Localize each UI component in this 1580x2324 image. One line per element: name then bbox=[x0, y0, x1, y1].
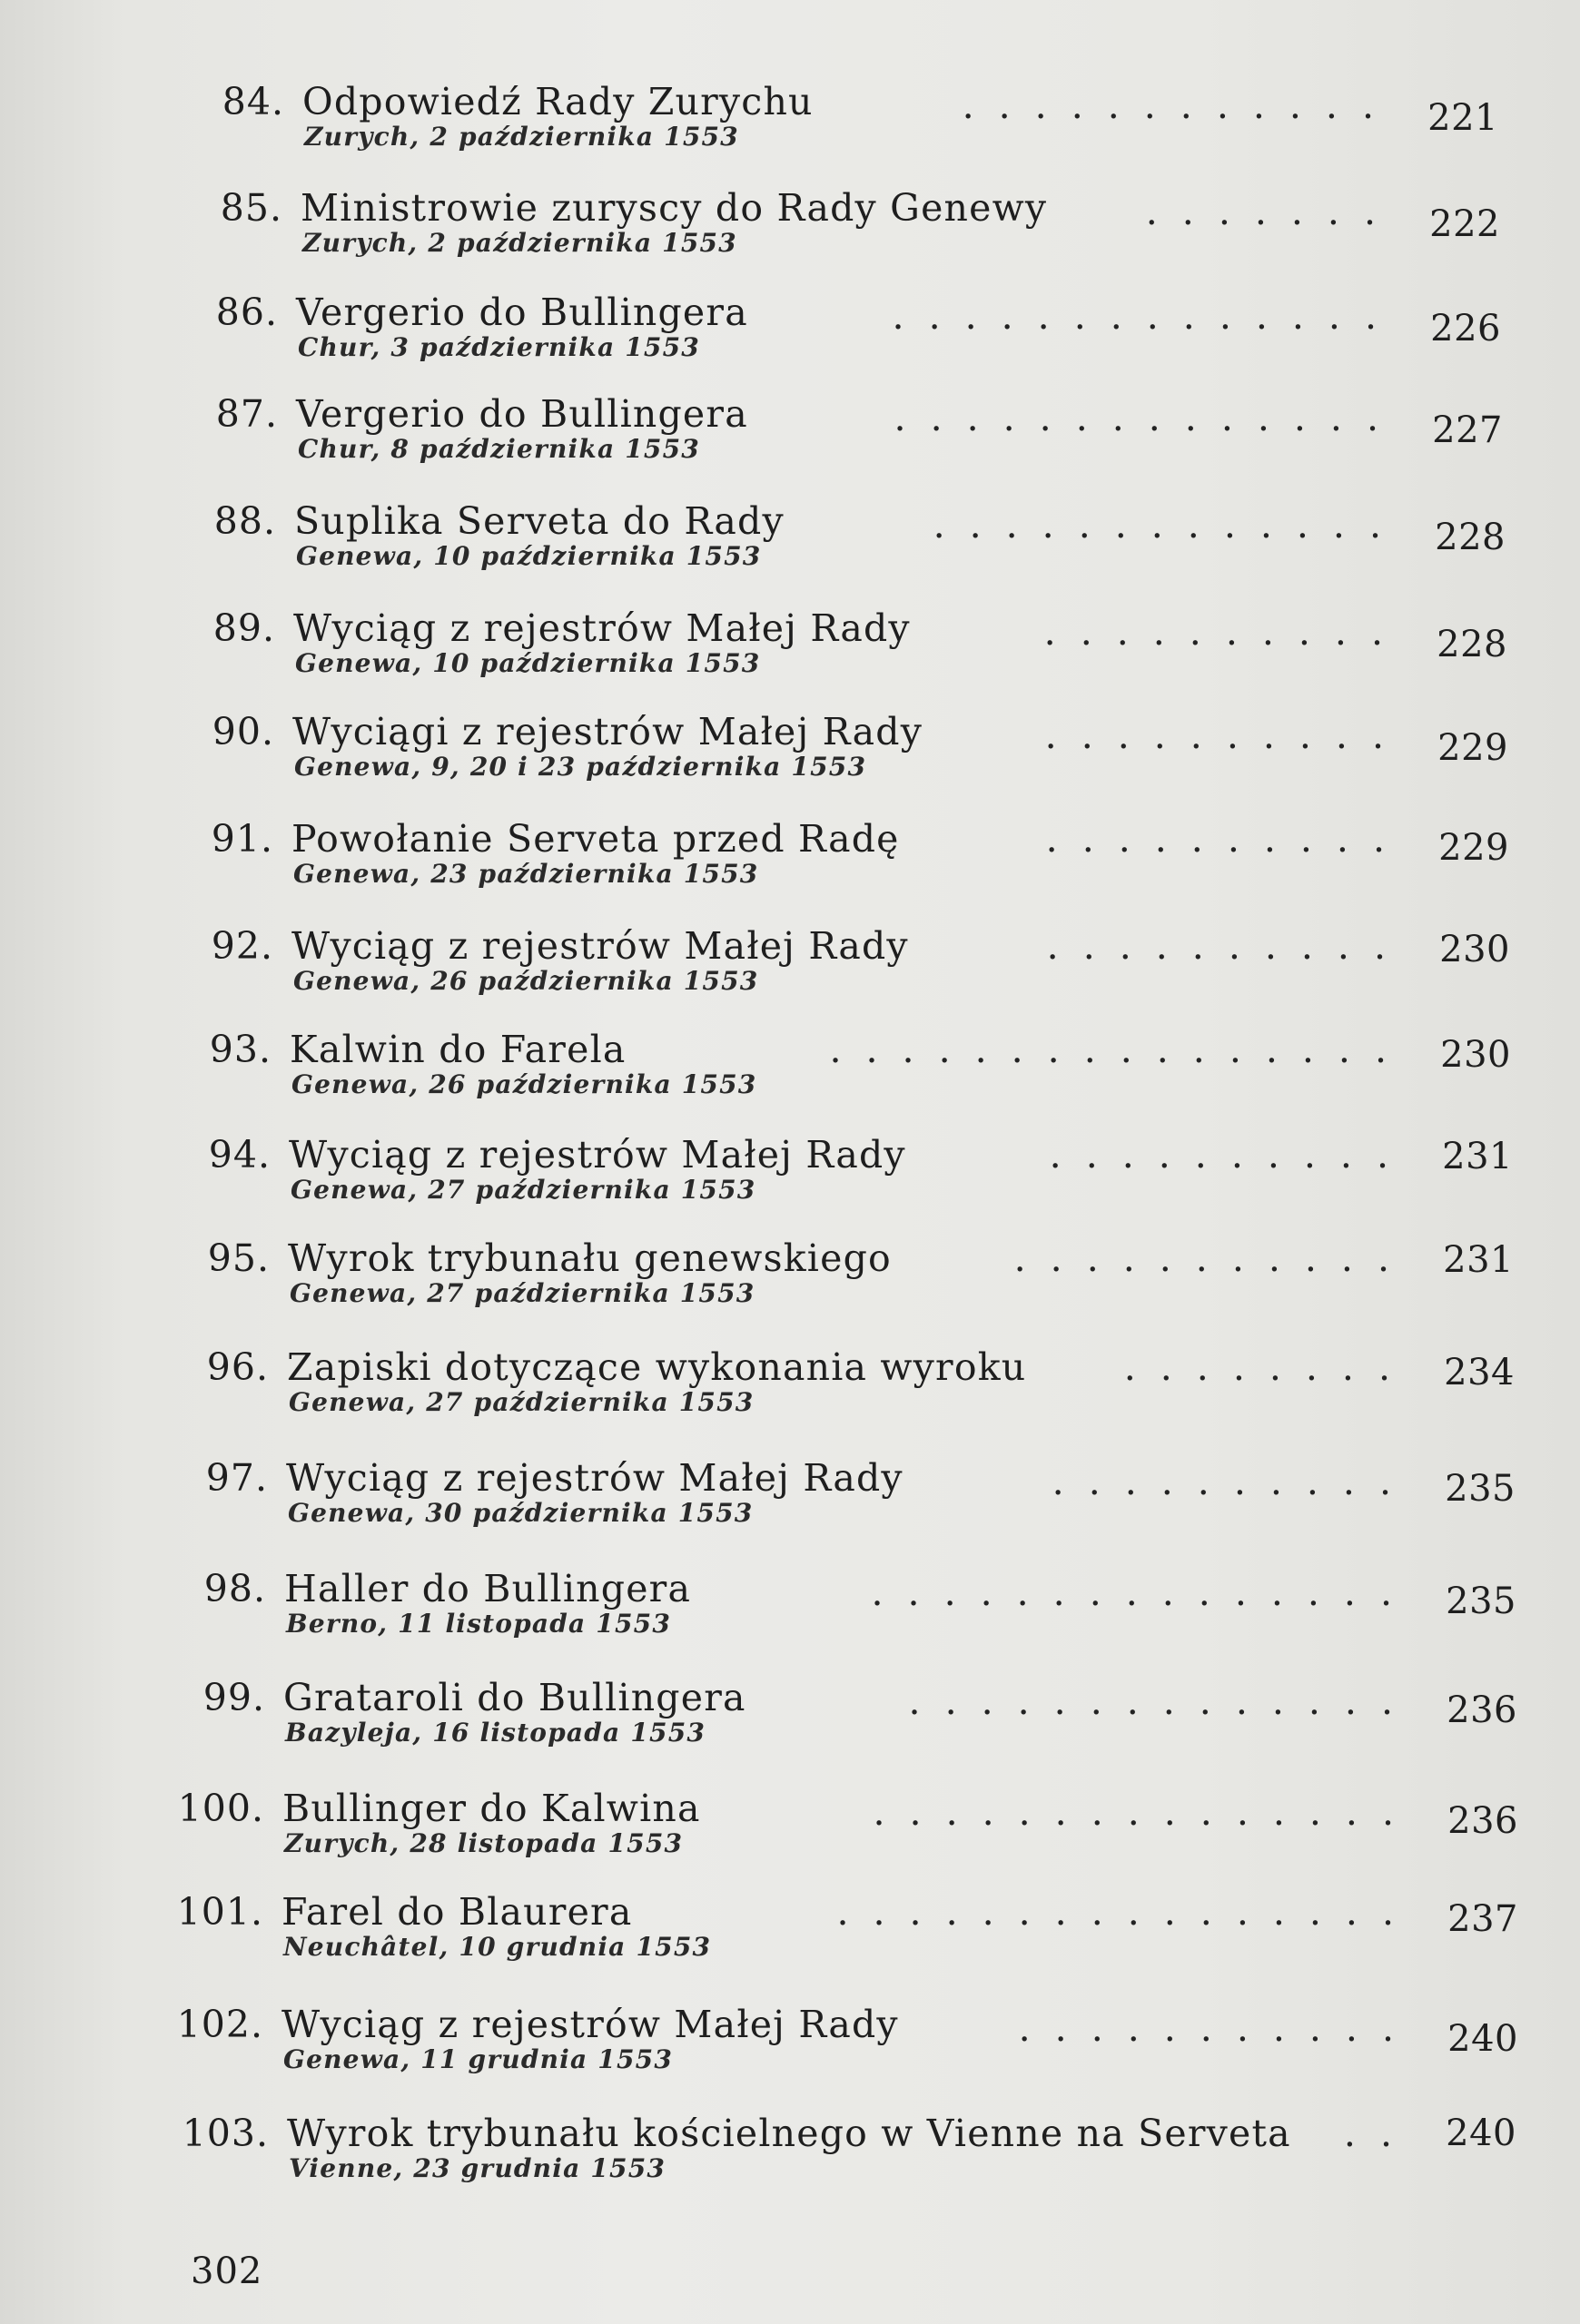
entry-page-number: 234 bbox=[1444, 1352, 1515, 1393]
leader-dots: .......... bbox=[1046, 924, 1410, 968]
entry-number: 94. bbox=[208, 1133, 271, 1177]
entry-title: Ministrowie zuryscy do Rady Genewy bbox=[301, 186, 1048, 230]
entry-page-number: 240 bbox=[1446, 2112, 1516, 2154]
entry-place-date: Zurych, 2 października 1553 bbox=[302, 228, 737, 258]
leader-dots: .............. bbox=[894, 396, 1403, 439]
entry-title: Farel do Blaurera bbox=[281, 1890, 633, 1934]
entry-page-number: 229 bbox=[1438, 827, 1509, 869]
entry-number: 100. bbox=[177, 1787, 264, 1830]
entry-place-date: Genewa, 11 grudnia 1553 bbox=[283, 2044, 674, 2074]
entry-place-date: Genewa, 27 października 1553 bbox=[290, 1278, 755, 1308]
entry-place-date: Genewa, 26 października 1553 bbox=[293, 966, 759, 996]
entry-number: 99. bbox=[202, 1676, 265, 1719]
entry-number: 88. bbox=[213, 499, 276, 543]
entry-page-number: 221 bbox=[1427, 97, 1498, 139]
entry-number: 84. bbox=[222, 80, 284, 123]
leader-dots: .............. bbox=[892, 294, 1401, 338]
leader-dots: ................ bbox=[836, 1890, 1418, 1934]
entry-title: Grataroli do Bullingera bbox=[283, 1676, 746, 1719]
entry-title: Wyciąg z rejestrów Małej Rady bbox=[291, 924, 909, 968]
entry-title: Suplika Serveta do Rady bbox=[294, 499, 785, 543]
entry-place-date: Zurych, 28 listopada 1553 bbox=[284, 1828, 684, 1858]
entry-page-number: 228 bbox=[1435, 517, 1506, 558]
entry-title: Vergerio do Bullingera bbox=[296, 392, 748, 436]
entry-page-number: 236 bbox=[1447, 1689, 1517, 1731]
entry-place-date: Vienne, 23 grudnia 1553 bbox=[289, 2153, 667, 2183]
entry-title: Wyciągi z rejestrów Małej Rady bbox=[292, 710, 923, 753]
entry-page-number: 231 bbox=[1442, 1136, 1513, 1177]
entry-number: 101. bbox=[176, 1890, 263, 1934]
leader-dots: ............... bbox=[871, 1571, 1417, 1614]
entry-place-date: Chur, 8 października 1553 bbox=[298, 434, 700, 464]
entry-number: 102. bbox=[176, 2003, 263, 2046]
leader-dots: .. bbox=[1343, 2112, 1417, 2155]
entry-title: Wyciąg z rejestrów Małej Rady bbox=[289, 1133, 906, 1177]
entry-number: 85. bbox=[220, 186, 282, 230]
leader-dots: ........... bbox=[1018, 2006, 1418, 2050]
entry-page-number: 227 bbox=[1432, 409, 1503, 451]
leader-dots: .............. bbox=[908, 1679, 1417, 1723]
entry-page-number: 230 bbox=[1440, 1034, 1511, 1076]
entry-place-date: Genewa, 27 października 1553 bbox=[289, 1387, 755, 1417]
page-number: 302 bbox=[191, 2250, 263, 2292]
entry-number: 103. bbox=[182, 2112, 269, 2155]
entry-place-date: Chur, 3 października 1553 bbox=[298, 332, 700, 362]
entry-title: Kalwin do Farela bbox=[290, 1028, 627, 1071]
entry-title: Wyrok trybunału genewskiego bbox=[288, 1236, 892, 1280]
entry-page-number: 240 bbox=[1447, 2018, 1518, 2060]
entry-title: Wyciąg z rejestrów Małej Rady bbox=[281, 2003, 899, 2046]
entry-title: Zapiski dotyczące wykonania wyroku bbox=[287, 1345, 1027, 1389]
entry-page-number: 229 bbox=[1437, 727, 1508, 769]
leader-dots: .......... bbox=[1049, 1133, 1413, 1177]
entry-title: Wyciąg z rejestrów Małej Rady bbox=[293, 606, 911, 650]
entry-page-number: 230 bbox=[1439, 929, 1510, 970]
entry-place-date: Berno, 11 listopada 1553 bbox=[286, 1609, 672, 1639]
entry-page-number: 235 bbox=[1445, 1468, 1516, 1510]
entry-title: Vergerio do Bullingera bbox=[296, 290, 748, 334]
entry-number: 91. bbox=[211, 817, 273, 861]
entry-place-date: Genewa, 10 października 1553 bbox=[295, 648, 761, 678]
entry-place-date: Genewa, 23 października 1553 bbox=[293, 859, 759, 889]
leader-dots: .......... bbox=[1044, 714, 1408, 757]
entry-number: 90. bbox=[212, 710, 274, 753]
entry-number: 97. bbox=[205, 1456, 268, 1500]
entry-title: Powołanie Serveta przed Radę bbox=[291, 817, 900, 861]
entry-number: 98. bbox=[203, 1567, 266, 1610]
leader-dots: ....... bbox=[1145, 190, 1400, 233]
entry-number: 96. bbox=[206, 1345, 269, 1389]
entry-page-number: 231 bbox=[1443, 1239, 1514, 1281]
leader-dots: .......... bbox=[1045, 817, 1409, 861]
entry-page-number: 226 bbox=[1430, 308, 1501, 350]
entry-number: 92. bbox=[211, 924, 273, 968]
leader-dots: ........... bbox=[1013, 1236, 1414, 1280]
entry-place-date: Genewa, 10 października 1553 bbox=[296, 541, 762, 571]
leader-dots: ................ bbox=[829, 1028, 1411, 1071]
leader-dots: ........ bbox=[1123, 1345, 1415, 1389]
entry-page-number: 228 bbox=[1437, 624, 1507, 665]
entry-title: Haller do Bullingera bbox=[284, 1567, 692, 1610]
entry-title: Wyciąg z rejestrów Małej Rady bbox=[286, 1456, 904, 1500]
entry-place-date: Neuchâtel, 10 grudnia 1553 bbox=[283, 1932, 712, 1962]
entry-title: Wyrok trybunału kościelnego w Vienne na Serveta bbox=[287, 2112, 1291, 2155]
entry-place-date: Genewa, 26 października 1553 bbox=[291, 1069, 757, 1099]
entry-place-date: Genewa, 9, 20 i 23 października 1553 bbox=[294, 752, 867, 782]
entry-page-number: 237 bbox=[1447, 1898, 1518, 1940]
leader-dots: ............. bbox=[933, 503, 1406, 547]
entry-number: 87. bbox=[215, 392, 278, 436]
entry-number: 86. bbox=[215, 290, 278, 334]
entry-place-date: Genewa, 30 października 1553 bbox=[288, 1498, 754, 1528]
leader-dots: ............... bbox=[873, 1790, 1418, 1834]
leader-dots: .......... bbox=[1043, 610, 1407, 654]
entry-title: Bullinger do Kalwina bbox=[282, 1787, 701, 1830]
entry-page-number: 222 bbox=[1429, 203, 1500, 245]
entry-number: 95. bbox=[207, 1236, 270, 1280]
entry-number: 89. bbox=[212, 606, 275, 650]
entry-place-date: Zurych, 2 października 1553 bbox=[304, 122, 739, 152]
entry-place-date: Genewa, 27 października 1553 bbox=[291, 1175, 756, 1205]
entry-page-number: 235 bbox=[1446, 1581, 1516, 1622]
entry-page-number: 236 bbox=[1447, 1800, 1518, 1842]
entry-number: 93. bbox=[209, 1028, 272, 1071]
leader-dots: ............ bbox=[962, 84, 1398, 127]
entry-title: Odpowiedź Rady Zurychu bbox=[302, 80, 814, 123]
leader-dots: .......... bbox=[1052, 1460, 1416, 1503]
entry-place-date: Bazyleja, 16 listopada 1553 bbox=[285, 1718, 706, 1748]
